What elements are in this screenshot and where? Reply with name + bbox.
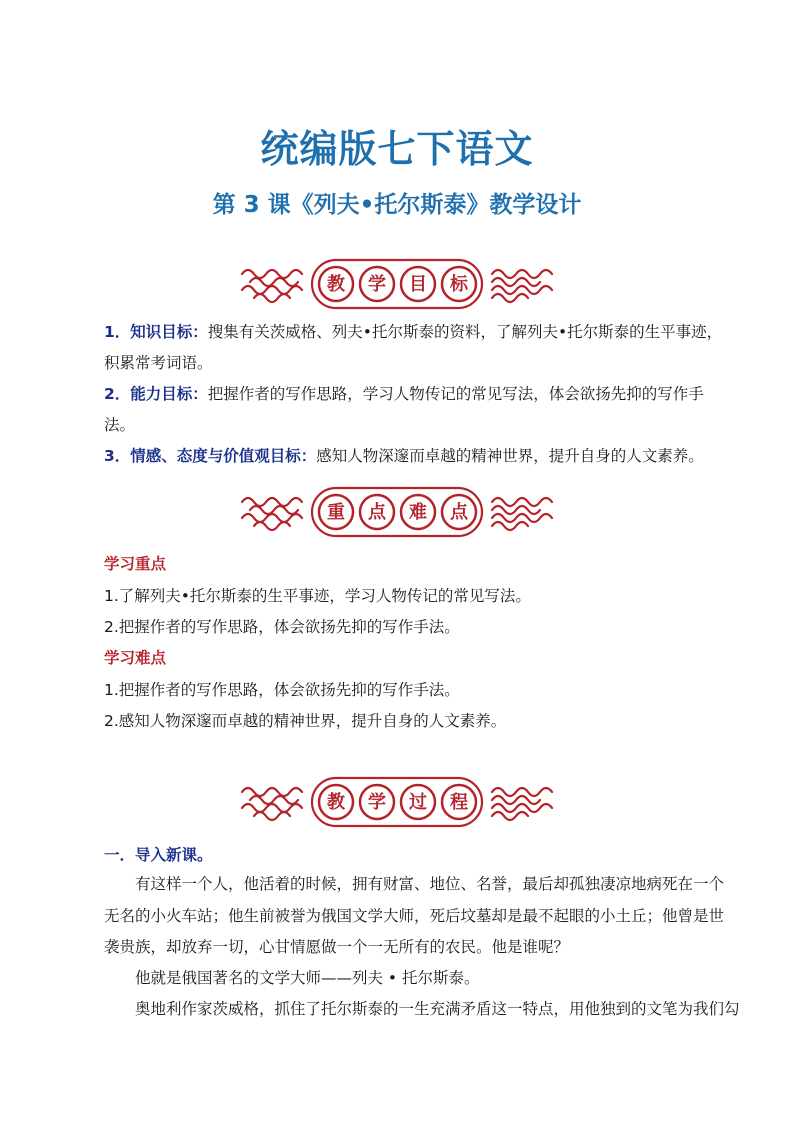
goal-text: 搜集有关茨威格、列夫•托尔斯泰的资料，了解列夫•托尔斯泰的生平事迹，积累常考词语。 — [104, 323, 723, 372]
banner-char: 程 — [450, 792, 468, 813]
document-subtitle: 第 3 课《列夫•托尔斯泰》教学设计 — [212, 192, 582, 218]
banner-char: 目 — [409, 274, 427, 295]
goal-item-3 — [104, 441, 724, 472]
banner-char: 教 — [327, 792, 345, 813]
focus-item: 2.把握作者的写作思路，体会欲扬先抑的写作手法。 — [104, 618, 460, 636]
banner-char: 教 — [327, 274, 345, 295]
goal-label: 3．情感、态度与价值观目标： — [104, 447, 317, 465]
process-paragraph-1: 有这样一个人，他活着的时候，拥有财富、地位、名誉，最后却孤独凄凉地病死在一个无名的小火车站；他生前被誉为俄国文学大师，死后坟墓却是最不起眼的小土丘；他曾是世袭贵族，却放弃一切，心甘情愿做一个一无所有的农民。他是谁呢？ — [104, 875, 725, 956]
banner-key-points — [240, 484, 554, 540]
banner-teaching-goals — [240, 256, 554, 312]
banner-ornament — [240, 774, 554, 830]
goal-label: 1．知识目标： — [104, 323, 208, 341]
banner-char: 学 — [368, 792, 386, 813]
process-paragraph-2: 他就是俄国著名的文学大师——列夫 • 托尔斯泰。 — [135, 969, 480, 987]
banner-char: 重 — [327, 502, 345, 523]
difficulty-item: 2.感知人物深邃而卓越的精神世界，提升自身的人文素养。 — [104, 712, 507, 730]
goal-text: 把握作者的写作思路，学习人物传记的常见写法，体会欲扬先抑的写作手法。 — [104, 385, 704, 434]
difficulty-item: 1.把握作者的写作思路，体会欲扬先抑的写作手法。 — [104, 681, 460, 699]
banner-char: 过 — [409, 792, 427, 813]
difficulty-heading: 学习难点 — [104, 649, 167, 667]
goal-item-1 — [104, 317, 724, 379]
process-section-title: 一．导入新课。 — [104, 846, 213, 864]
document-title: 统编版七下语文 — [260, 127, 534, 171]
banner-char: 点 — [368, 502, 386, 523]
banner-char: 学 — [368, 274, 386, 295]
focus-heading: 学习重点 — [104, 555, 167, 573]
banner-char: 难 — [409, 502, 427, 523]
banner-teaching-process — [240, 774, 554, 830]
banner-char: 点 — [450, 502, 468, 523]
goal-text: 感知人物深邃而卓越的精神世界，提升自身的人文素养。 — [316, 447, 704, 465]
goal-label: 2．能力目标： — [104, 385, 208, 403]
banner-ornament — [240, 484, 554, 540]
focus-item: 1.了解列夫•托尔斯泰的生平事迹，学习人物传记的常见写法。 — [104, 587, 531, 605]
banner-ornament — [240, 256, 554, 312]
goal-item-2 — [104, 379, 724, 441]
banner-char: 标 — [450, 274, 468, 295]
process-paragraph-3: 奥地利作家茨威格，抓住了托尔斯泰的一生充满矛盾这一特点，用他独到的文笔为我们勾 — [135, 1000, 740, 1018]
